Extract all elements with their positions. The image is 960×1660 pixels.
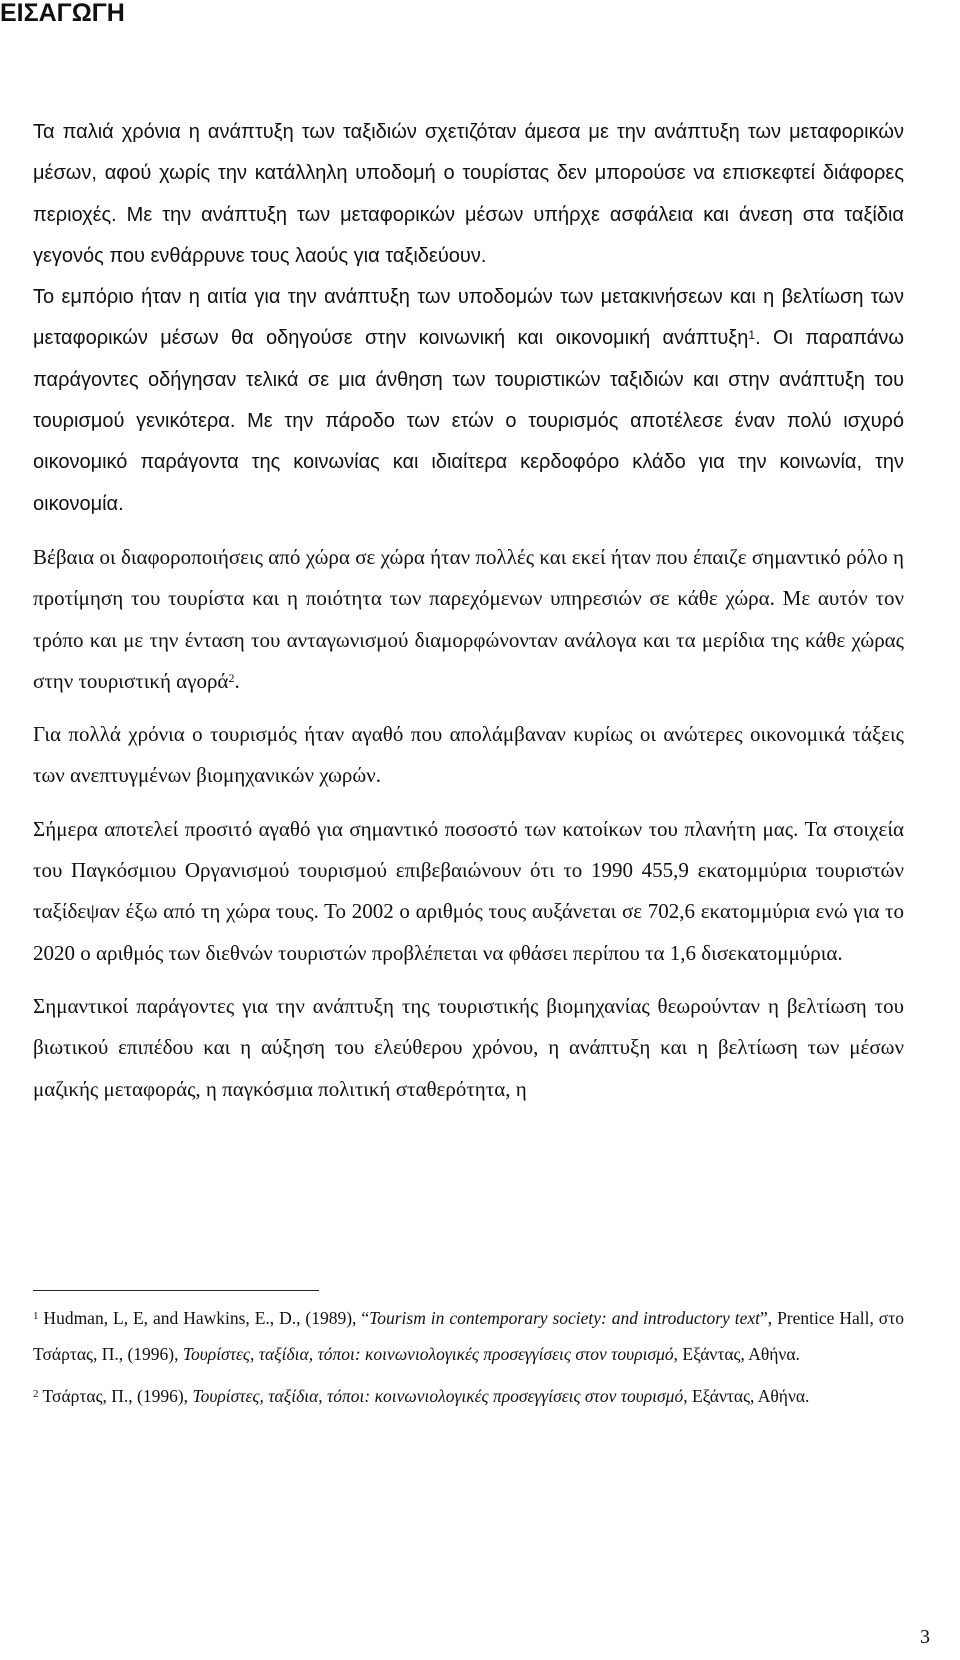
paragraph-2-text-a: Το εμπόριο ήταν η αιτία για την ανάπτυξη των υποδομών των μετακινήσεων και η βελτίωση των μεταφορικών μέσων θα οδηγούσε στην κοινωνική και οικονομική ανάπτυξη xyxy=(33,286,904,350)
paragraph-5: Σήμερα αποτελεί προσιτό αγαθό για σημαντικό ποσοστό των κατοίκων του πλανήτη μας. Τα στοιχεία του Παγκόσμιου Οργανισμού τουρισμού επιβεβαιώνουν ότι το 1990 455,9 εκατομμύρια τουριστών ταξίδεψαν έξω από τη χώρα τους. Το 2002 ο αριθμός τους αυξάνεται σε 702,6 εκατομμύρια ενώ για το 2020 ο αριθμός των διεθνών τουριστών προβλέπεται να φθάσει περίπου τα 1,6 δισεκατομμύρια. xyxy=(33,816,904,965)
paragraph-3-text-b: . xyxy=(234,668,240,693)
footnote-1-title-en: Tourism in contemporary society: and introductory text xyxy=(369,1308,760,1328)
paragraph-3 xyxy=(33,537,904,702)
section-heading: ΕΙΣΑΓΩΓΗ xyxy=(0,0,125,27)
footnote-ref-2: 2 xyxy=(228,670,235,685)
footnote-1-title-gr: Τουρίστες, ταξίδια, τόποι: κοινωνιολογικές προσεγγίσεις στον τουρισμό xyxy=(182,1344,674,1364)
footnote-1-text-c: ”, Prentice Hall, στο Τσάρτας, Π., (1996), xyxy=(33,1308,904,1364)
footnote-2-text-a: Τσάρτας, Π., (1996), xyxy=(38,1386,193,1406)
paragraph-2-text-b: . Οι παραπάνω παράγοντες οδήγησαν τελικά σε μια άνθηση των τουριστικών ταξιδιών και στην ανάπτυξη του τουρισμού γενικότερα. Με την πάροδο των ετών ο τουρισμός αποτέλεσε έναν πολύ ισχυρό οικονομικό παράγοντα της κοινωνίας και ιδιαίτερα κερδοφόρο κλάδο για την κοινωνία, την οικονομία. xyxy=(33,327,904,515)
footnote-separator xyxy=(33,1290,319,1291)
footnote-2-title: Τουρίστες, ταξίδια, τόποι: κοινωνιολογικές προσεγγίσεις στον τουρισμό xyxy=(192,1386,684,1406)
page-number: 3 xyxy=(920,1626,930,1648)
paragraph-4: Για πολλά χρόνια ο τουρισμός ήταν αγαθό που απολάμβαναν κυρίως οι ανώτερες οικονομικά τάξεις των ανεπτυγμένων βιομηχανικών χωρών. xyxy=(33,722,904,788)
footnote-1 xyxy=(33,1300,904,1372)
footnote-ref-1: 1 xyxy=(748,328,756,343)
footnote-2 xyxy=(33,1378,904,1414)
paragraph-6: Σημαντικοί παράγοντες για την ανάπτυξη της τουριστικής βιομηχανίας θεωρούνταν η βελτίωση του βιωτικού επιπέδου και η αύξηση του ελεύθερου χρόνου, η ανάπτυξη και η βελτίωση των μέσων μαζικής μεταφοράς, η παγκόσμια πολιτική σταθερότητα, η xyxy=(33,993,904,1101)
paragraph-1: Τα παλιά χρόνια η ανάπτυξη των ταξιδιών σχετιζόταν άμεσα με την ανάπτυξη των μεταφορικών μέσων, αφού χωρίς την κατάλληλη υποδομή ο τουρίστας δεν μπορούσε να επισκεφτεί διάφορες περιοχές. Με την ανάπτυξη των μεταφορικών μέσων υπήρχε ασφάλεια και άνεση στα ταξίδια γεγονός που ενθάρρυνε τους λαούς για ταξιδεύουν. xyxy=(33,121,904,267)
footnote-2-text-c: , Εξάντας, Αθήνα. xyxy=(683,1386,810,1406)
paragraph-2 xyxy=(33,277,904,525)
footnotes xyxy=(33,1300,904,1414)
body-text xyxy=(33,112,904,1110)
footnote-1-text-e: , Εξάντας, Αθήνα. xyxy=(673,1344,800,1364)
footnote-2-number: 2 xyxy=(33,1388,39,1400)
paragraph-3-text-a: Βέβαια οι διαφοροποιήσεις από χώρα σε χώρα ήταν πολλές και εκεί ήταν που έπαιζε σημαντικό ρόλο η προτίμηση του τουρίστα και η ποιότητα των παρεχόμενων υπηρεσιών σε κάθε χώρα. Με αυτόν τον τρόπο και με την ένταση του ανταγωνισμού διαμορφώνονταν ανάλογα και τα μερίδια της κάθε χώρας στην τουριστική αγορά xyxy=(33,544,904,693)
footnote-1-text-a: Hudman, L, E, and Hawkins, E., D., (1989), “ xyxy=(38,1308,370,1328)
footnote-1-number: 1 xyxy=(33,1310,39,1322)
